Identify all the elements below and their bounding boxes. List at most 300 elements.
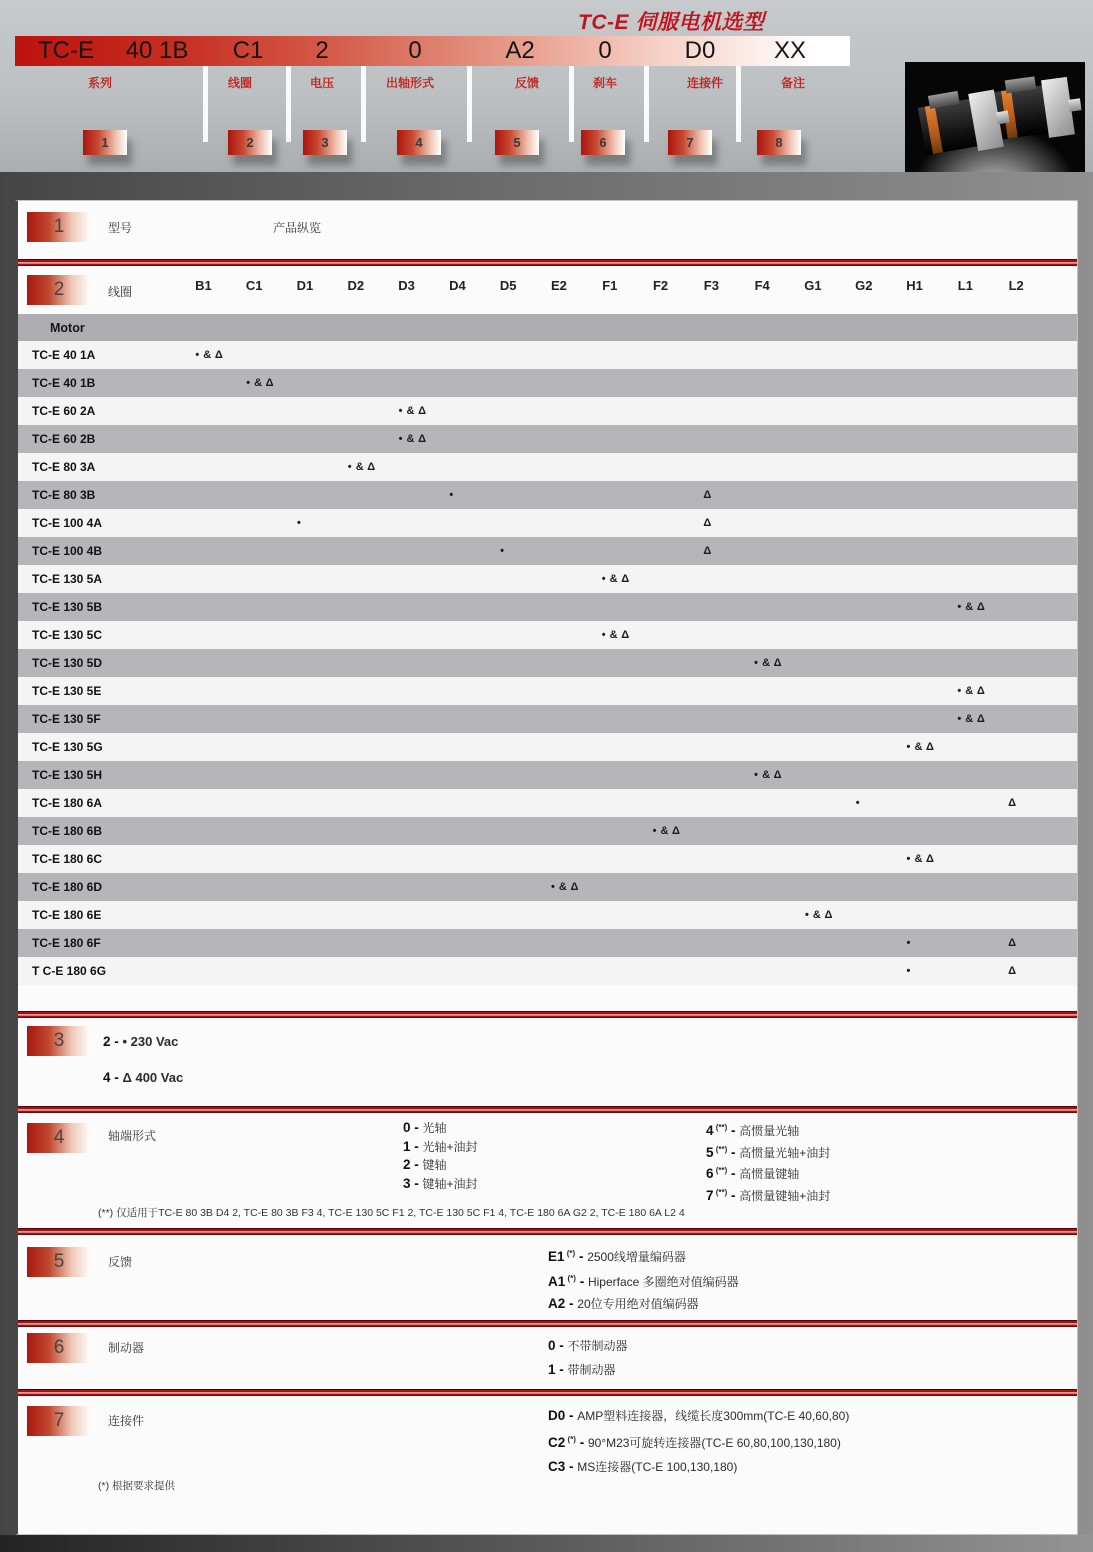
coil-cell [584, 425, 635, 453]
coil-cell [991, 677, 1042, 705]
coil-column-header: G1 [804, 278, 822, 293]
option-footnote-marker: (*) [565, 1274, 576, 1283]
table-row [18, 425, 1077, 453]
coil-cell [534, 481, 585, 509]
coil-cell [838, 649, 889, 677]
coil-cell [788, 817, 839, 845]
coil-cell [330, 341, 381, 369]
motor-model-label: TC-E 130 5H [32, 768, 103, 782]
coil-column-header: F3 [703, 278, 719, 293]
coil-column-header: B1 [195, 278, 212, 293]
coil-cell [838, 369, 889, 397]
step-number-1: 1 [83, 130, 127, 155]
option-dash: - [110, 1034, 123, 1049]
coil-cell [432, 621, 483, 649]
coil-cell [788, 509, 839, 537]
table-row [18, 901, 1077, 929]
coil-cell [838, 397, 889, 425]
step-number-2: 2 [228, 130, 272, 155]
coil-column-header: D5 [499, 278, 517, 293]
coil-cell [991, 425, 1042, 453]
coil-cell [432, 509, 483, 537]
coil-cell [686, 537, 737, 565]
coil-cell [889, 425, 940, 453]
coil-cell [381, 593, 432, 621]
red-separator [18, 1320, 1077, 1327]
connector-footnote: (*) 根据要求提供 [98, 1480, 175, 1492]
coil-cell [534, 453, 585, 481]
coil-cell [483, 453, 534, 481]
coil-cell [381, 341, 432, 369]
coil-cell [788, 621, 839, 649]
coil-cell [483, 565, 534, 593]
option-code: 1 [548, 1362, 556, 1377]
coil-cell [178, 789, 229, 817]
coil-cell [686, 733, 737, 761]
coil-cell [889, 705, 940, 733]
coil-cell [584, 453, 635, 481]
coil-cell [838, 761, 889, 789]
coil-cell [280, 677, 331, 705]
coil-cell [584, 817, 635, 845]
section-number-6: 6 [27, 1333, 91, 1363]
coil-cell [635, 761, 686, 789]
availability-mark: Δ [1008, 797, 1017, 809]
table-row [18, 957, 1077, 985]
coil-cell [991, 929, 1042, 957]
coil-cell [584, 369, 635, 397]
section-connector-label: 连接件 [108, 1414, 145, 1428]
coil-cell [584, 537, 635, 565]
step-number-6: 6 [581, 130, 625, 155]
option-dash: - [410, 1157, 423, 1172]
coil-cell [280, 705, 331, 733]
coil-cell [838, 705, 889, 733]
availability-mark: • & Δ [246, 377, 275, 389]
coil-column-header: F1 [602, 278, 618, 293]
coil-cell [178, 537, 229, 565]
coil-cell [635, 817, 686, 845]
coil-cell [178, 733, 229, 761]
coil-cell [737, 873, 788, 901]
coil-cell [737, 341, 788, 369]
coil-cell [635, 957, 686, 985]
motor-model-label: TC-E 100 4A [32, 516, 103, 530]
section-voltage [18, 1018, 1077, 1106]
coil-column-header: G2 [855, 278, 873, 293]
availability-mark: • & Δ [601, 573, 630, 585]
coil-cell [483, 341, 534, 369]
coil-cell [584, 649, 635, 677]
coil-cell [178, 873, 229, 901]
red-separator [18, 1011, 1077, 1018]
coil-cell [635, 733, 686, 761]
coil-cell [788, 929, 839, 957]
coil-cell [584, 845, 635, 873]
coil-cell [584, 901, 635, 929]
coil-cell [838, 593, 889, 621]
coil-cell [432, 873, 483, 901]
coil-cell [940, 957, 991, 985]
coil-cell [330, 481, 381, 509]
coil-cell [889, 481, 940, 509]
availability-mark: • [449, 489, 454, 501]
coil-cell [229, 761, 280, 789]
coil-cell [889, 845, 940, 873]
red-separator [18, 1106, 1077, 1113]
divider [569, 66, 574, 142]
coil-cell [280, 789, 331, 817]
coil-cell [534, 341, 585, 369]
spacer [18, 985, 1077, 1011]
code-label-voltage: 电压 [309, 76, 335, 90]
coil-cell [737, 957, 788, 985]
coil-cell [584, 677, 635, 705]
coil-cell [483, 369, 534, 397]
coil-cell [940, 425, 991, 453]
motor-model-label: TC-E 130 5C [32, 628, 103, 642]
coil-cell [584, 593, 635, 621]
shaft-options-left [403, 1119, 478, 1193]
coil-cell [280, 593, 331, 621]
coil-column-header: D3 [398, 278, 415, 293]
coil-cell [330, 873, 381, 901]
coil-cell [788, 677, 839, 705]
section-number-7: 7 [27, 1406, 91, 1436]
option-code: 4 [706, 1123, 714, 1138]
coil-cell [788, 789, 839, 817]
coil-cell [432, 565, 483, 593]
motor-model-label: TC-E 180 6F [32, 936, 101, 950]
coil-cell [686, 705, 737, 733]
coil-cell [229, 481, 280, 509]
availability-mark: • & Δ [601, 629, 630, 641]
coil-cell [483, 677, 534, 705]
coil-cell [686, 369, 737, 397]
table-row [18, 817, 1077, 845]
option-description: 高惯量键轴+油封 [739, 1188, 831, 1203]
option-dash: - [565, 1296, 578, 1311]
coil-cell [686, 621, 737, 649]
section-brake [18, 1327, 1077, 1389]
coil-cell [889, 537, 940, 565]
coil-cell [381, 705, 432, 733]
section-shaft [18, 1113, 1077, 1228]
option-description: MS连接器(TC-E 100,130,180) [577, 1460, 738, 1474]
coil-cell [889, 901, 940, 929]
section-feedback-label: 反馈 [108, 1255, 133, 1269]
coil-cell [991, 621, 1042, 649]
option-code: C2 [548, 1435, 566, 1450]
motor-model-label: TC-E 130 5F [32, 712, 101, 726]
motor-model-label: T C-E 180 6G [32, 964, 107, 978]
table-row [18, 649, 1077, 677]
availability-mark: Δ [703, 489, 712, 501]
availability-mark: • [500, 545, 505, 557]
coil-column-header: D4 [449, 278, 466, 293]
coil-cell [534, 537, 585, 565]
coil-cell [280, 369, 331, 397]
coil-cell [178, 425, 229, 453]
coil-cell [483, 537, 534, 565]
coil-cell [280, 397, 331, 425]
coil-cell [788, 957, 839, 985]
motor-model-label: TC-E 130 5E [32, 684, 102, 698]
coil-cell [280, 565, 331, 593]
coil-cell [940, 397, 991, 425]
coil-cell [991, 509, 1042, 537]
red-separator [18, 1389, 1077, 1396]
coil-cell [330, 565, 381, 593]
coil-cell [432, 957, 483, 985]
coil-cell [534, 873, 585, 901]
coil-cell [991, 873, 1042, 901]
coil-cell [737, 845, 788, 873]
option-dash: - [575, 1274, 588, 1289]
section-shaft-label: 轴端形式 [108, 1129, 157, 1143]
coil-cell [534, 733, 585, 761]
coil-cell [381, 901, 432, 929]
coil-cell [686, 901, 737, 929]
coil-cell [432, 397, 483, 425]
red-separator [18, 259, 1077, 266]
coil-cell [229, 929, 280, 957]
coil-cell [940, 817, 991, 845]
coil-cell [737, 789, 788, 817]
coil-cell [330, 705, 381, 733]
coil-cell [229, 509, 280, 537]
option-description: 光轴 [422, 1121, 447, 1135]
coil-cell [686, 481, 737, 509]
coil-cell [838, 789, 889, 817]
coil-cell [483, 789, 534, 817]
option-code: C3 [548, 1459, 566, 1474]
option-description: 20位专用绝对值编码器 [577, 1297, 699, 1311]
motor-model-label: TC-E 130 5B [32, 600, 103, 614]
coil-cell [991, 537, 1042, 565]
coil-cell [229, 593, 280, 621]
coil-cell [178, 565, 229, 593]
section-brake-label: 制动器 [108, 1341, 145, 1355]
coil-cell [330, 845, 381, 873]
motor-model-label: TC-E 180 6B [32, 824, 103, 838]
coil-cell [838, 509, 889, 537]
coil-cell [686, 957, 737, 985]
coil-cell [838, 733, 889, 761]
coil-cell [229, 677, 280, 705]
coil-cell [788, 481, 839, 509]
coil-cell [178, 509, 229, 537]
coil-cell [280, 901, 331, 929]
coil-cell [534, 425, 585, 453]
coil-cell [737, 705, 788, 733]
coil-cell [788, 369, 839, 397]
coil-cell [330, 733, 381, 761]
coil-cell [889, 509, 940, 537]
coil-cell [330, 537, 381, 565]
availability-mark: • & Δ [957, 713, 986, 725]
availability-mark: • & Δ [398, 433, 427, 445]
coil-cell [178, 649, 229, 677]
coil-cell [381, 733, 432, 761]
table-row [18, 705, 1077, 733]
page-title: TC-E 伺服电机选型 [578, 11, 765, 34]
coil-cell [584, 733, 635, 761]
option-line [706, 1162, 830, 1184]
motor-model-label: TC-E 80 3A [32, 460, 96, 474]
coil-column-headers [18, 278, 1077, 293]
motor-model-label: TC-E 130 5D [32, 656, 103, 670]
coil-column-header: D2 [347, 278, 365, 293]
availability-mark: • [906, 965, 911, 977]
option-code: 3 [403, 1175, 411, 1191]
coil-cell [432, 761, 483, 789]
coil-cell [889, 369, 940, 397]
table-row [18, 677, 1077, 705]
option-dash: - [575, 1249, 588, 1264]
coil-cell [991, 453, 1042, 481]
section-coil-header [18, 266, 1077, 314]
coil-cell [432, 537, 483, 565]
coil-cell [991, 817, 1042, 845]
coil-column-header: H1 [906, 278, 923, 293]
coil-cell [178, 341, 229, 369]
coil-cell [940, 789, 991, 817]
coil-cell [940, 677, 991, 705]
coil-cell [991, 957, 1042, 985]
coil-cell [686, 761, 737, 789]
coil-cell [686, 453, 737, 481]
option-dash: - [727, 1144, 740, 1160]
coil-cell [432, 845, 483, 873]
coil-cell [737, 817, 788, 845]
table-row [18, 845, 1077, 873]
coil-cell [889, 733, 940, 761]
coil-cell [635, 425, 686, 453]
coil-cell [635, 873, 686, 901]
availability-mark: • & Δ [754, 657, 783, 669]
coil-cell [737, 733, 788, 761]
coil-cell [229, 341, 280, 369]
option-footnote-marker: (**) [713, 1123, 728, 1132]
table-row [18, 481, 1077, 509]
coil-cell [838, 565, 889, 593]
coil-cell [534, 789, 585, 817]
coil-cell [788, 901, 839, 929]
coil-cell [483, 929, 534, 957]
coil-cell [788, 341, 839, 369]
coil-cell [330, 509, 381, 537]
coil-cell [330, 593, 381, 621]
coil-cell [940, 481, 991, 509]
coil-cell [534, 929, 585, 957]
coil-cell [280, 733, 331, 761]
option-description: 高惯量光轴 [739, 1124, 800, 1138]
coil-cell [229, 733, 280, 761]
code-token-series: TC-E [38, 37, 94, 64]
coil-cell [737, 677, 788, 705]
coil-cell [178, 397, 229, 425]
coil-cell [229, 957, 280, 985]
availability-mark: • & Δ [906, 853, 935, 865]
option-line [706, 1119, 830, 1141]
coil-cell [483, 957, 534, 985]
coil-cell [381, 481, 432, 509]
motor-model-label: TC-E 60 2A [32, 404, 96, 418]
coil-cell [584, 761, 635, 789]
coil-cell [534, 593, 585, 621]
motor-model-label: TC-E 40 1A [32, 348, 96, 362]
coil-cell [432, 649, 483, 677]
coil-cell [229, 369, 280, 397]
option-description: 键轴 [422, 1158, 447, 1172]
table-row [18, 761, 1077, 789]
code-token-connector: D0 [684, 37, 716, 64]
coil-cell [381, 537, 432, 565]
code-token-shaft: 0 [408, 37, 422, 64]
coil-cell [686, 677, 737, 705]
coil-cell [483, 649, 534, 677]
coil-cell [178, 621, 229, 649]
table-row [18, 733, 1077, 761]
coil-cell [635, 509, 686, 537]
coil-cell [788, 649, 839, 677]
coil-cell [737, 901, 788, 929]
coil-cell [788, 565, 839, 593]
coil-cell [280, 817, 331, 845]
option-description: Hiperface 多圈绝对值编码器 [587, 1275, 739, 1289]
coil-column-header: D1 [296, 278, 314, 293]
bottom-bar [0, 1535, 1093, 1552]
step-number-5: 5 [495, 130, 539, 155]
coil-cell [838, 481, 889, 509]
coil-cell [483, 509, 534, 537]
coil-cell [940, 621, 991, 649]
coil-cell [381, 425, 432, 453]
option-code: 2 [103, 1034, 111, 1049]
table-row [18, 929, 1077, 957]
option-code: 5 [706, 1144, 714, 1160]
code-label-connector: 连接件 [686, 76, 724, 90]
coil-cell [788, 733, 839, 761]
table-row [18, 397, 1077, 425]
coil-cell [381, 565, 432, 593]
coil-cell [330, 929, 381, 957]
table-row [18, 593, 1077, 621]
coil-cell [280, 425, 331, 453]
coil-cell [534, 369, 585, 397]
product-overview-ref: 产品纵览 [273, 221, 322, 235]
coil-cell [686, 593, 737, 621]
motor-model-label: TC-E 130 5G [32, 740, 103, 754]
availability-mark: • [855, 797, 861, 809]
option-description: 键轴+油封 [422, 1176, 478, 1191]
coil-cell [229, 397, 280, 425]
coil-cell [686, 817, 737, 845]
option-dash: - [410, 1138, 423, 1154]
option-dash: - [555, 1338, 568, 1353]
option-dash: - [727, 1123, 740, 1138]
coil-cell [584, 789, 635, 817]
coil-cell [737, 481, 788, 509]
coil-cell [635, 789, 686, 817]
coil-cell [635, 649, 686, 677]
availability-mark: • & Δ [906, 741, 935, 753]
coil-cell [889, 873, 940, 901]
availability-mark: • & Δ [550, 881, 579, 893]
coil-cell [737, 929, 788, 957]
coil-cell [889, 929, 940, 957]
